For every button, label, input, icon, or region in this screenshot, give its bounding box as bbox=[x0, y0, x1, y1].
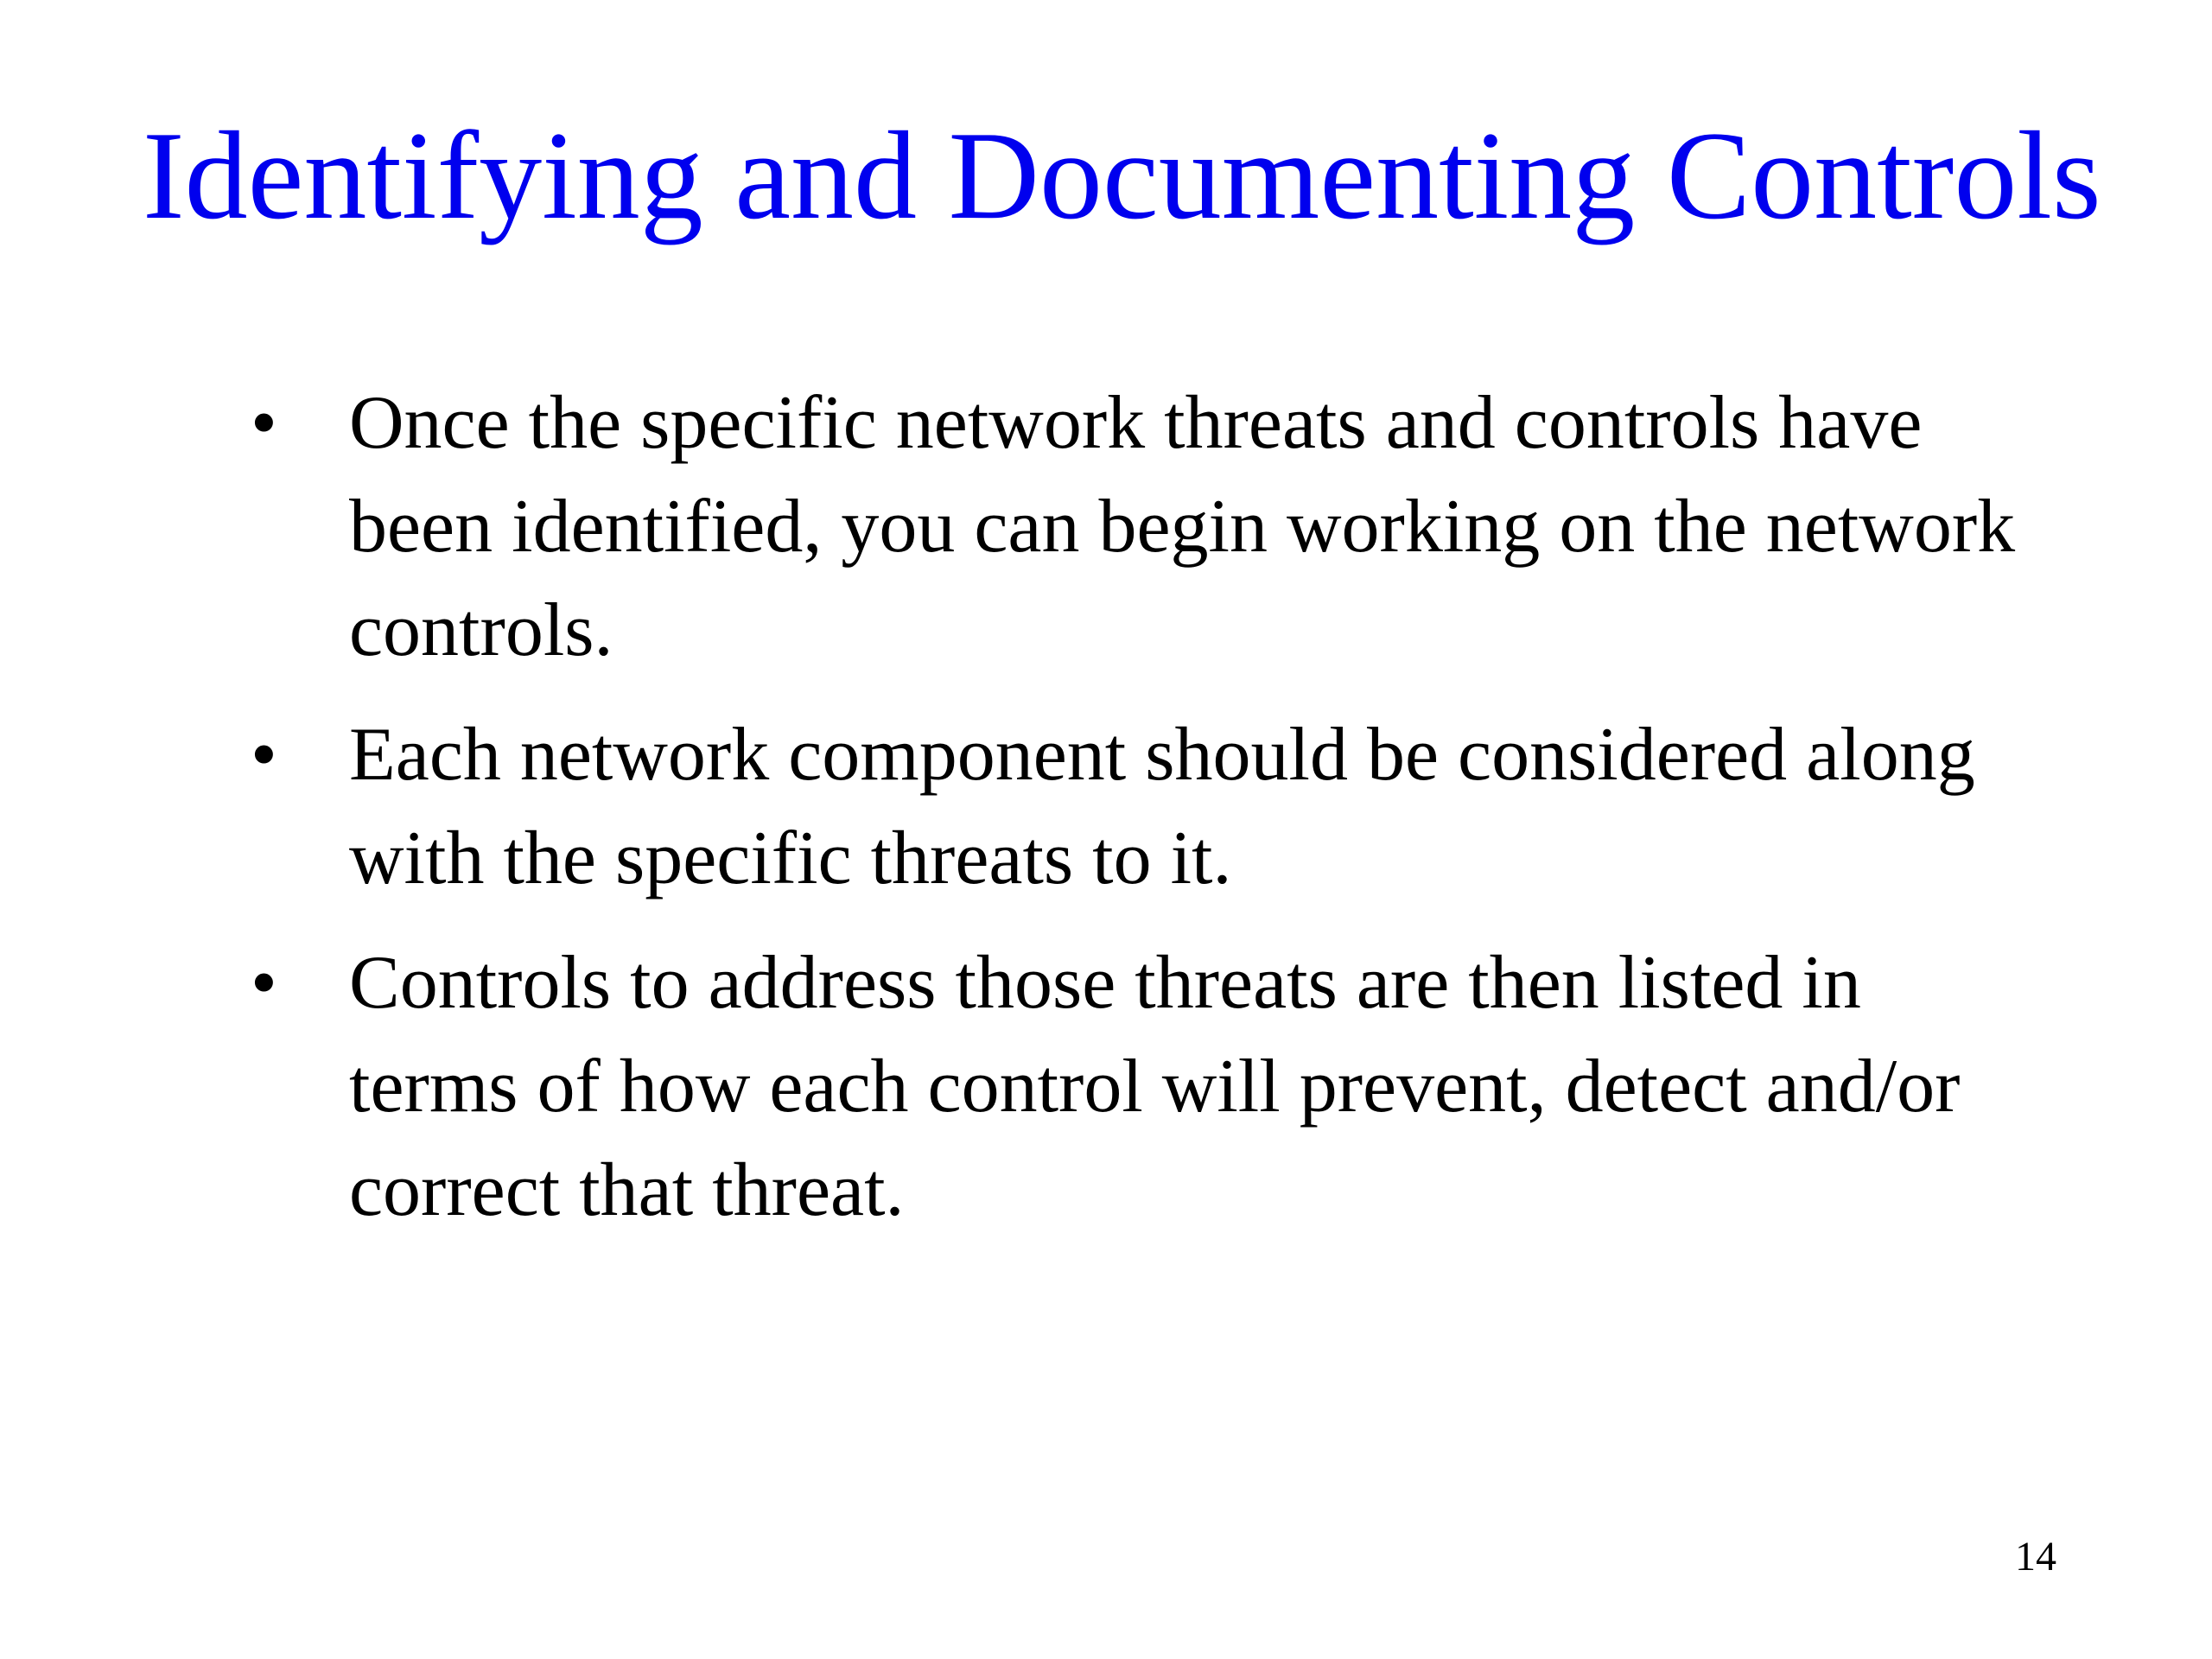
bullet-dot-icon: • bbox=[251, 713, 277, 797]
bullet-text: Each network component should be considered along with the specific threats to it. bbox=[349, 713, 1975, 900]
bullet-dot-icon: • bbox=[251, 381, 277, 465]
bullet-item bbox=[251, 372, 2022, 683]
bullet-item bbox=[251, 931, 2022, 1243]
bullet-dot-icon: • bbox=[251, 941, 277, 1025]
bullet-list bbox=[251, 372, 2022, 1263]
bullet-item bbox=[251, 703, 2022, 911]
slide-title: Identifying and Documenting Controls bbox=[143, 105, 2101, 245]
bullet-text: Once the specific network threats and controls have been identified, you can begin working on the network controls. bbox=[349, 381, 2016, 672]
page-number: 14 bbox=[2015, 1534, 2056, 1580]
bullet-text: Controls to address those threats are then listed in terms of how each control will prevent, detect and/or correct that threat. bbox=[349, 941, 1961, 1232]
